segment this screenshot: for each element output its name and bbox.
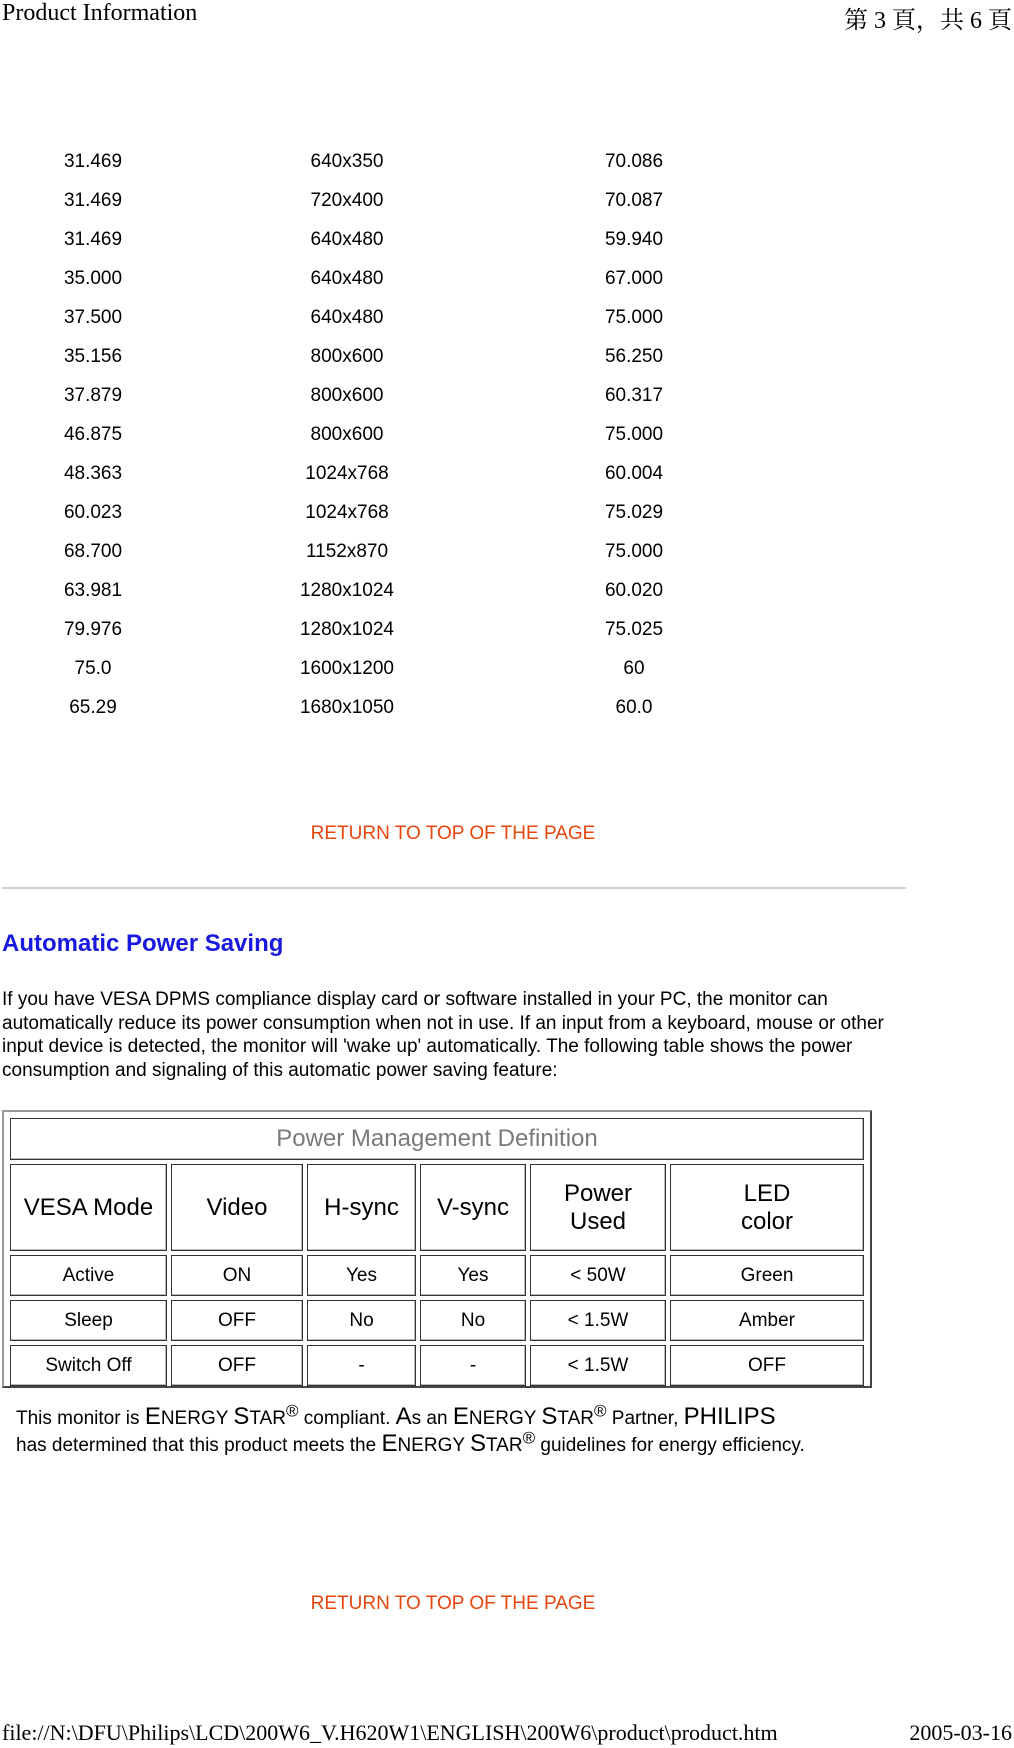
header-power-used bbox=[530, 1164, 666, 1251]
cell-h-freq: 35.156 bbox=[63, 345, 123, 367]
cell-h-sync: - bbox=[307, 1345, 416, 1386]
cell-v-freq: 60 bbox=[623, 657, 645, 679]
cell-h-freq: 31.469 bbox=[63, 189, 123, 211]
timing-table bbox=[0, 142, 760, 727]
cell-led-color: Green bbox=[670, 1255, 864, 1296]
cell-h-sync: No bbox=[307, 1300, 416, 1341]
cell-resolution: 1024x768 bbox=[305, 462, 389, 484]
registered-mark: ® bbox=[594, 1401, 607, 1421]
cell-h-freq: 48.363 bbox=[63, 462, 123, 484]
header-v-sync: V-sync bbox=[420, 1164, 526, 1251]
table-row bbox=[0, 610, 760, 649]
power-management-caption: Power Management Definition bbox=[10, 1118, 864, 1160]
energy-text: NERGY bbox=[160, 1408, 229, 1429]
page-header-page-info: 第 3 頁，共 6 頁 bbox=[844, 8, 1012, 34]
cell-v-freq: 67.000 bbox=[604, 267, 664, 289]
cell-resolution: 800x600 bbox=[310, 384, 384, 406]
return-to-top-link[interactable]: RETURN TO TOP OF THE PAGE bbox=[310, 823, 596, 844]
table-row bbox=[0, 337, 760, 376]
energy-text: S bbox=[541, 1403, 558, 1430]
power-saving-intro: If you have VESA DPMS compliance display card or software installed in your PC, the monitor can automatically reduce its power consumption when not in use. If an input from a keyboard, mouse or other input device is detected, the monitor will 'wake up' automatically. The following table shows the power consumption and signaling of this automatic power saving feature: bbox=[2, 989, 884, 1081]
cell-resolution: 640x480 bbox=[310, 306, 384, 328]
energy-text: NERGY bbox=[468, 1408, 537, 1429]
power-management-table-frame bbox=[2, 1110, 872, 1388]
registered-mark: ® bbox=[285, 1401, 299, 1421]
table-row bbox=[10, 1345, 864, 1386]
table-row bbox=[10, 1255, 864, 1296]
cell-resolution: 1600x1200 bbox=[299, 657, 395, 679]
table-row bbox=[10, 1300, 864, 1341]
cell-v-freq: 75.000 bbox=[604, 306, 664, 328]
cell-h-freq: 79.976 bbox=[63, 618, 123, 640]
table-row bbox=[0, 688, 760, 727]
table-row bbox=[0, 415, 760, 454]
header-h-sync: H-sync bbox=[307, 1164, 416, 1251]
cell-v-freq: 75.000 bbox=[604, 423, 664, 445]
power-management-table bbox=[6, 1114, 868, 1390]
registered-mark: ® bbox=[522, 1428, 536, 1448]
cell-v-sync: Yes bbox=[420, 1255, 526, 1296]
table-row bbox=[0, 298, 760, 337]
cell-resolution: 640x350 bbox=[310, 150, 384, 172]
cell-v-freq: 60.004 bbox=[604, 462, 664, 484]
section-title-automatic-power-saving: Automatic Power Saving bbox=[2, 930, 284, 957]
cell-vesa-mode: Active bbox=[10, 1255, 167, 1296]
cell-power-used: < 1.5W bbox=[530, 1345, 666, 1386]
cell-power-used: < 1.5W bbox=[530, 1300, 666, 1341]
cell-led-color: Amber bbox=[670, 1300, 864, 1341]
cell-resolution: 1152x870 bbox=[305, 540, 389, 562]
cell-resolution: 1024x768 bbox=[305, 501, 389, 523]
cell-v-freq: 59.940 bbox=[604, 228, 664, 250]
header-power-used-text: Power Used bbox=[563, 1179, 633, 1235]
cell-resolution: 1280x1024 bbox=[299, 579, 395, 601]
cell-h-freq: 37.879 bbox=[63, 384, 123, 406]
cell-v-sync: - bbox=[420, 1345, 526, 1386]
energy-text: TAR bbox=[249, 1408, 286, 1429]
energy-text: s an bbox=[411, 1408, 453, 1429]
cell-resolution: 640x480 bbox=[310, 267, 384, 289]
cell-resolution: 1680x1050 bbox=[299, 696, 395, 718]
cell-v-freq: 60.020 bbox=[604, 579, 664, 601]
cell-h-freq: 31.469 bbox=[63, 150, 123, 172]
header-vesa-mode: VESA Mode bbox=[10, 1164, 167, 1251]
table-row bbox=[0, 181, 760, 220]
table-row bbox=[0, 376, 760, 415]
page-header-title: Product Information bbox=[2, 0, 198, 26]
cell-video: OFF bbox=[171, 1300, 303, 1341]
energy-text: S bbox=[469, 1430, 486, 1457]
cell-h-freq: 35.000 bbox=[63, 267, 123, 289]
energy-text: E bbox=[144, 1403, 161, 1430]
cell-h-freq: 46.875 bbox=[63, 423, 123, 445]
energy-text: TAR bbox=[557, 1408, 594, 1429]
cell-v-freq: 60.317 bbox=[604, 384, 664, 406]
table-row bbox=[0, 142, 760, 181]
cell-h-freq: 65.29 bbox=[69, 696, 117, 718]
table-row bbox=[0, 571, 760, 610]
cell-v-freq: 70.087 bbox=[604, 189, 664, 211]
cell-h-freq: 68.700 bbox=[63, 540, 123, 562]
cell-vesa-mode: Switch Off bbox=[10, 1345, 167, 1386]
cell-v-freq: 70.086 bbox=[604, 150, 664, 172]
energy-text: A bbox=[395, 1403, 412, 1430]
cell-h-freq: 31.469 bbox=[63, 228, 123, 250]
table-row bbox=[0, 532, 760, 571]
philips-brand: PHILIPS bbox=[683, 1403, 776, 1430]
header-led-color-text: LED color bbox=[740, 1179, 794, 1235]
cell-resolution: 1280x1024 bbox=[299, 618, 395, 640]
timing-table-body bbox=[0, 142, 760, 727]
energy-text: E bbox=[452, 1403, 469, 1430]
table-row bbox=[0, 259, 760, 298]
cell-video: ON bbox=[171, 1255, 303, 1296]
cell-h-freq: 37.500 bbox=[63, 306, 123, 328]
energy-text: E bbox=[381, 1430, 398, 1457]
cell-power-used: < 50W bbox=[530, 1255, 666, 1296]
energy-text: This monitor is bbox=[16, 1408, 145, 1429]
table-row bbox=[0, 454, 760, 493]
cell-h-sync: Yes bbox=[307, 1255, 416, 1296]
cell-v-freq: 75.000 bbox=[604, 540, 664, 562]
energy-text: Partner, bbox=[606, 1408, 684, 1429]
cell-resolution: 800x600 bbox=[310, 423, 384, 445]
header-led-color bbox=[670, 1164, 864, 1251]
page-footer-path: file://N:\DFU\Philips\LCD\200W6_V.H620W1\ENGLISH\200W6\product\product.htm bbox=[2, 1720, 778, 1745]
cell-h-freq: 63.981 bbox=[63, 579, 123, 601]
energy-star-statement bbox=[16, 1401, 876, 1458]
cell-v-freq: 60.0 bbox=[615, 696, 653, 718]
cell-led-color: OFF bbox=[670, 1345, 864, 1386]
cell-h-freq: 60.023 bbox=[63, 501, 123, 523]
return-to-top-link[interactable]: RETURN TO TOP OF THE PAGE bbox=[310, 1593, 596, 1614]
section-divider bbox=[2, 887, 906, 890]
table-row bbox=[0, 493, 760, 532]
cell-v-sync: No bbox=[420, 1300, 526, 1341]
energy-text: guidelines for energy efficiency. bbox=[535, 1435, 805, 1456]
cell-video: OFF bbox=[171, 1345, 303, 1386]
energy-text: has determined that this product meets the bbox=[16, 1435, 382, 1456]
cell-resolution: 640x480 bbox=[310, 228, 384, 250]
cell-h-freq: 75.0 bbox=[74, 657, 112, 679]
page-footer-date: 2005-03-16 bbox=[909, 1720, 1012, 1745]
cell-resolution: 720x400 bbox=[310, 189, 384, 211]
energy-text: S bbox=[233, 1403, 250, 1430]
cell-v-freq: 75.025 bbox=[604, 618, 664, 640]
table-row bbox=[0, 649, 760, 688]
energy-text: NERGY bbox=[397, 1435, 465, 1456]
cell-v-freq: 75.029 bbox=[604, 501, 664, 523]
table-row bbox=[0, 220, 760, 259]
energy-text: compliant. bbox=[298, 1408, 396, 1429]
header-video: Video bbox=[171, 1164, 303, 1251]
energy-text: TAR bbox=[485, 1435, 523, 1456]
cell-resolution: 800x600 bbox=[310, 345, 384, 367]
cell-v-freq: 56.250 bbox=[604, 345, 664, 367]
cell-vesa-mode: Sleep bbox=[10, 1300, 167, 1341]
